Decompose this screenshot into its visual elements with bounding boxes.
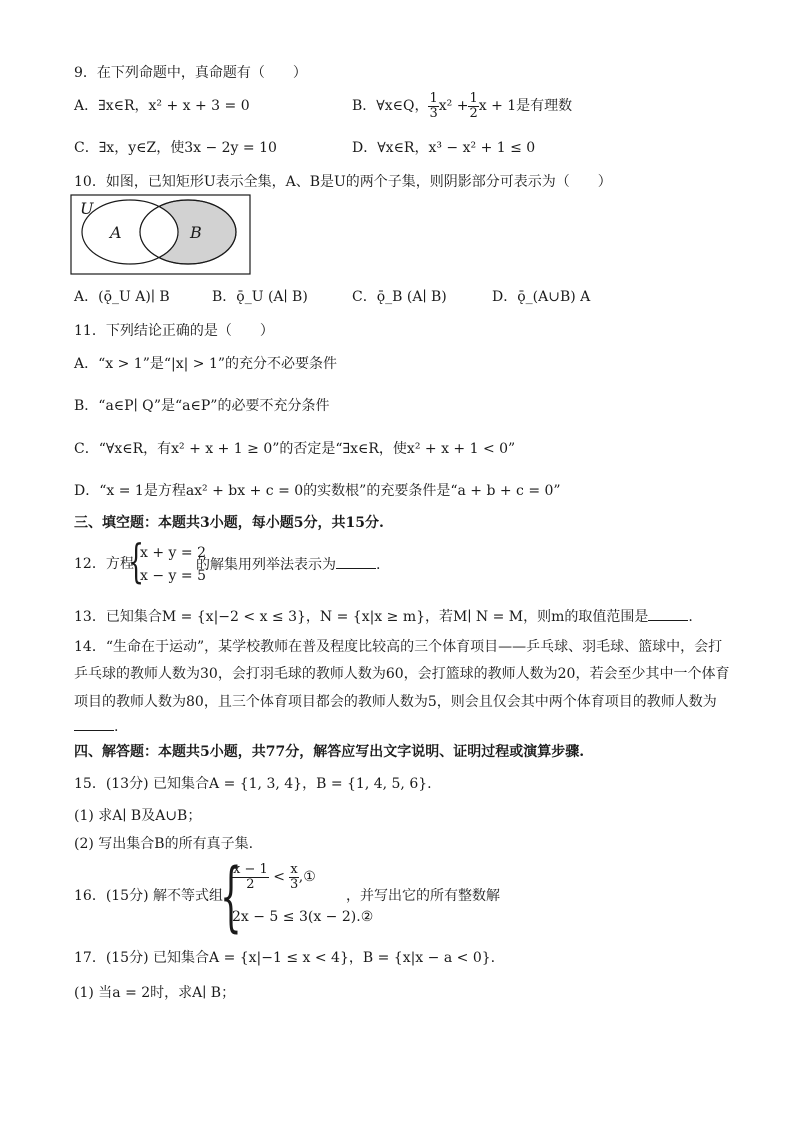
q11-option-d: D．“x = 1是方程ax² + bx + c = 0的实数根”的充要条件是“a + b + c = 0” [74,483,561,499]
frac-denominator: 2 [246,876,255,892]
q16-eq1: $\frac{x - 1}{2}$ < $\frac{x}{3}$ ,① [233,861,316,892]
q12-answer-blank[interactable] [336,554,376,569]
q11-option-b: B．“a∈P∣ Q”是“a∈P”的必要不充分条件 [74,398,330,414]
q16-eq2-mark: ② [360,909,374,925]
q14-end: . [114,719,119,735]
q12-suffix-text: 的解集用列举法表示为 [196,557,336,573]
q14-line-3: 项目的教师人数为80，且三个体育项目都会的教师人数为5，则会且仅会其中两个体育项目的教师人数为 [74,694,717,710]
q17-stem: 17．(15分) 已知集合A = {x|−1 ≤ x < 4}，B = {x|x − a < 0}. [74,950,496,966]
q9-option-b-suffix: x + 1是有理数 [478,98,573,114]
q13-text: 13．已知集合M = {x|−2 < x ≤ 3}，N = {x|x ≥ m}，若M∣ N = M，则m的取值范围是 [74,609,649,625]
q14-line-1: 14．“生命在于运动”，某学校教师在普及程度比较高的三个体育项目——乒乓球、羽毛球、篮球中，会打 [74,639,723,655]
q16-eq2 [232,906,373,928]
frac-numerator: x [290,861,298,877]
q16-eq1-lt: < [273,869,285,885]
q9-option-c: C．∃x，y∈Z，使3x − 2y = 10 [74,140,277,156]
venn-label-b: B [190,223,202,242]
frac-numerator: x − 1 [233,861,268,877]
section-3-title: 三、填空题：本题共3小题，每小题5分，共15分. [74,515,384,531]
q12-prefix: 12．方程 [74,556,134,572]
q17-part-1: (1) 当a = 2时，求A∣ B； [74,985,236,1001]
q9-option-b-frac2 [468,92,478,121]
q12-eq2: x − y = 5 [140,568,206,584]
q13-answer-blank[interactable] [648,606,688,621]
q9-option-b-frac1 [428,92,438,121]
q10-option-b: B．ǭ_U (A∣ B) [212,289,308,305]
q13 [74,606,693,627]
q12-end: . [376,557,381,573]
q15-part-2: (2) 写出集合B的所有真子集. [74,836,254,852]
section-4-title: 四、解答题：本题共5小题，共77分，解答应写出文字说明、证明过程或演算步骤. [74,744,585,760]
q15-stem: 15．(13分) 已知集合A = {1, 3, 4}，B = {1, 4, 5, 6}. [74,776,432,792]
q9-option-d: D．∀x∈R，x³ − x² + 1 ≤ 0 [352,140,536,156]
q12-suffix [196,554,380,575]
q11-stem: 11．下列结论正确的是（ ） [74,323,274,339]
q14-line-2: 乒乓球的教师人数为30，会打羽毛球的教师人数为60，会打篮球的教师人数为20，若会至少其中一个体育 [74,666,730,682]
venn-label-a: A [110,223,122,242]
q11-option-c: C．“∀x∈R，有x² + x + 1 ≥ 0”的否定是“∃x∈R，使x² + x + 1 < 0” [74,441,516,457]
q16-eq1-mark: ① [303,869,316,885]
q10-option-c: C．ǭ_B (A∣ B) [352,289,447,305]
q10-stem: 10．如图，已知矩形U表示全集，A、B是U的两个子集，则阴影部分可表示为（ ） [74,174,612,190]
q16-suffix: ，并写出它的所有整数解 [346,888,500,904]
q13-end: . [688,609,693,625]
q9-option-b-prefix: B．∀x∈Q， [352,98,429,114]
frac-denominator: 3 [289,876,299,892]
q16-eq1-frac1 [232,863,269,892]
q9-stem: 9．在下列命题中，真命题有（ ） [74,65,307,81]
q12-brace: { [128,534,145,588]
q16-eq1-frac2 [289,863,298,892]
frac-numerator: 1 [469,90,478,106]
q16-prefix: 16．(15分) 解不等式组 [74,888,224,904]
q9-option-a: A．∃x∈R，x² + x + 3 = 0 [74,98,250,114]
q16-brace: { [220,851,242,940]
venn-diagram [70,194,252,276]
frac-denominator: 2 [469,105,478,121]
frac-denominator: 3 [429,105,438,121]
q14-answer-blank[interactable] [74,716,114,731]
q9-option-b [352,88,572,124]
q12-eq1: x + y = 2 [140,545,206,561]
frac-numerator: 1 [429,90,438,106]
venn-label-u: U [80,199,94,218]
q16-eq2-text: 2x − 5 ≤ 3(x − 2). [232,909,361,925]
q15-part-1: (1) 求A∣ B及A∪B； [74,808,202,824]
q9-option-b-mid: x² + [438,98,469,114]
q10-option-a: A．(ǭ_U A)∣ B [74,289,170,305]
q11-option-a: A．“x > 1”是“|x| > 1”的充分不必要条件 [74,356,338,372]
q10-option-d: D．ǭ_(A∪B) A [492,289,591,305]
q14-answer [74,716,118,737]
